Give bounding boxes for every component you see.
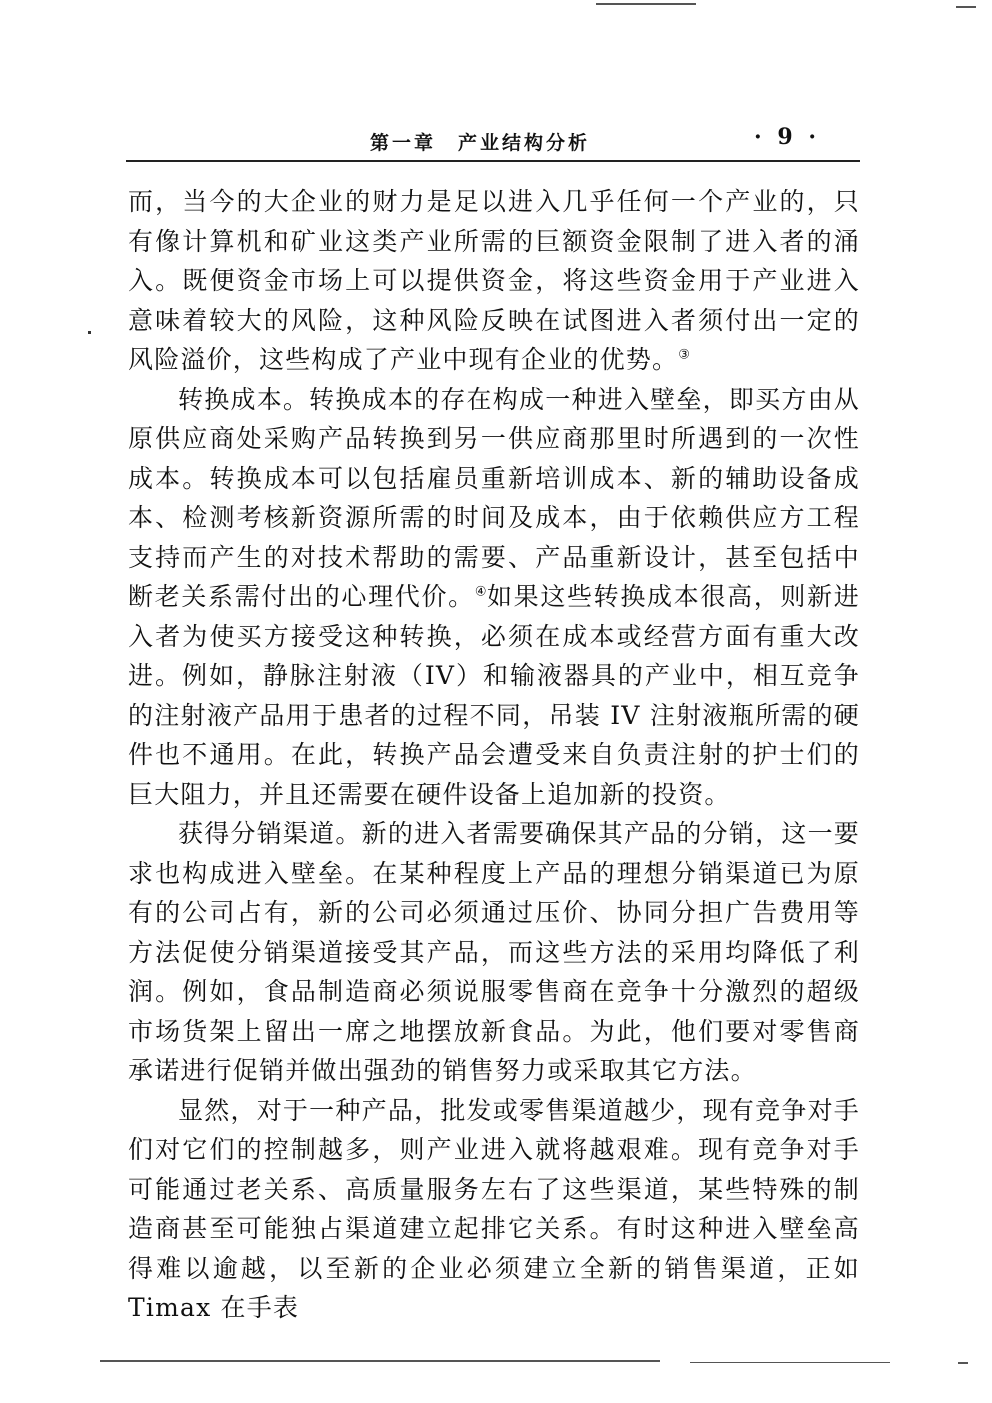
paragraph-3-text: 获得分销渠道。新的进入者需要确保其产品的分销，这一要求也构成进入壁垒。在某种程度上产品的理想分销渠道已为原有的公司占有，新的公司必须通过压价、协同分担广告费用等方法促使分销渠道接受其产品，而这些方法的采用均降低了利润。例如，食品制造商必须说服零售商在竞争十分激烈的超级市场货架上留出一席之地摆放新食品。为此，他们要对零售商承诺进行促销并做出强劲的销售努力或采取其它方法。: [128, 819, 860, 1085]
paragraph-3: [128, 814, 860, 1091]
paragraph-1: [128, 182, 860, 380]
scan-artifact-bottom: [100, 1360, 660, 1362]
body-text: [128, 182, 860, 1328]
paragraph-4: [128, 1091, 860, 1328]
running-header: [126, 124, 860, 160]
paragraph-2-text-b: 如果这些转换成本很高，则新进入者为使买方接受这种转换，必须在成本或经营方面有重大改进。例如，静脉注射液（IV）和输液器具的产业中，相互竞争的注射液产品用于患者的过程不同，吊装 IV 注射液瓶所需的硬件也不通用。在此，转换产品会遭受来自负责注射的护士们的巨大阻力，并且还需要在硬件设备上追加新的投资。: [128, 582, 860, 809]
page-number: · 9 ·: [754, 124, 820, 150]
paragraph-1-text: 而，当今的大企业的财力是足以进入几乎任何一个产业的，只有像计算机和矿业这类产业所需的巨额资金限制了进入者的涌入。既便资金市场上可以提供资金，将这些资金用于产业进入意味着较大的风险，这种风险反映在试图进入者须付出一定的风险溢价，这些构成了产业中现有企业的优势。: [128, 187, 860, 374]
footnote-ref-3: ③: [678, 347, 690, 363]
paragraph-4-text: 显然，对于一种产品，批发或零售渠道越少，现有竞争对手们对它们的控制越多，则产业进入就将越艰难。现有竞争对手可能通过老关系、高质量服务左右了这些渠道，某些特殊的制造商甚至可能独占渠道建立起排它关系。有时这种进入壁垒高得难以逾越，以至新的企业必须建立全新的销售渠道，正如 Timax 在手表: [128, 1095, 860, 1322]
scan-artifact-right: [958, 1362, 968, 1364]
paragraph-2-text-a: 转换成本。转换成本的存在构成一种进入壁垒，即买方由从原供应商处采购产品转换到另一供应商那里时所遇到的一次性成本。转换成本可以包括雇员重新培训成本、新的辅助设备成本、检测考核新资源所需的时间及成本，由于依赖供应方工程支持而产生的对技术帮助的需要、产品重新设计，甚至包括中断老关系需付出的心理代价。: [128, 384, 860, 611]
header-rule: [126, 160, 860, 162]
footnote-ref-4: ④: [474, 584, 487, 600]
scan-artifact-top-right: [956, 6, 976, 8]
paragraph-2: [128, 380, 860, 815]
scan-speck: [88, 331, 91, 334]
chapter-title: 第一章 产业结构分析: [370, 132, 591, 154]
scan-artifact-bottom-right: [690, 1362, 890, 1363]
scan-artifact-top: [596, 3, 696, 5]
